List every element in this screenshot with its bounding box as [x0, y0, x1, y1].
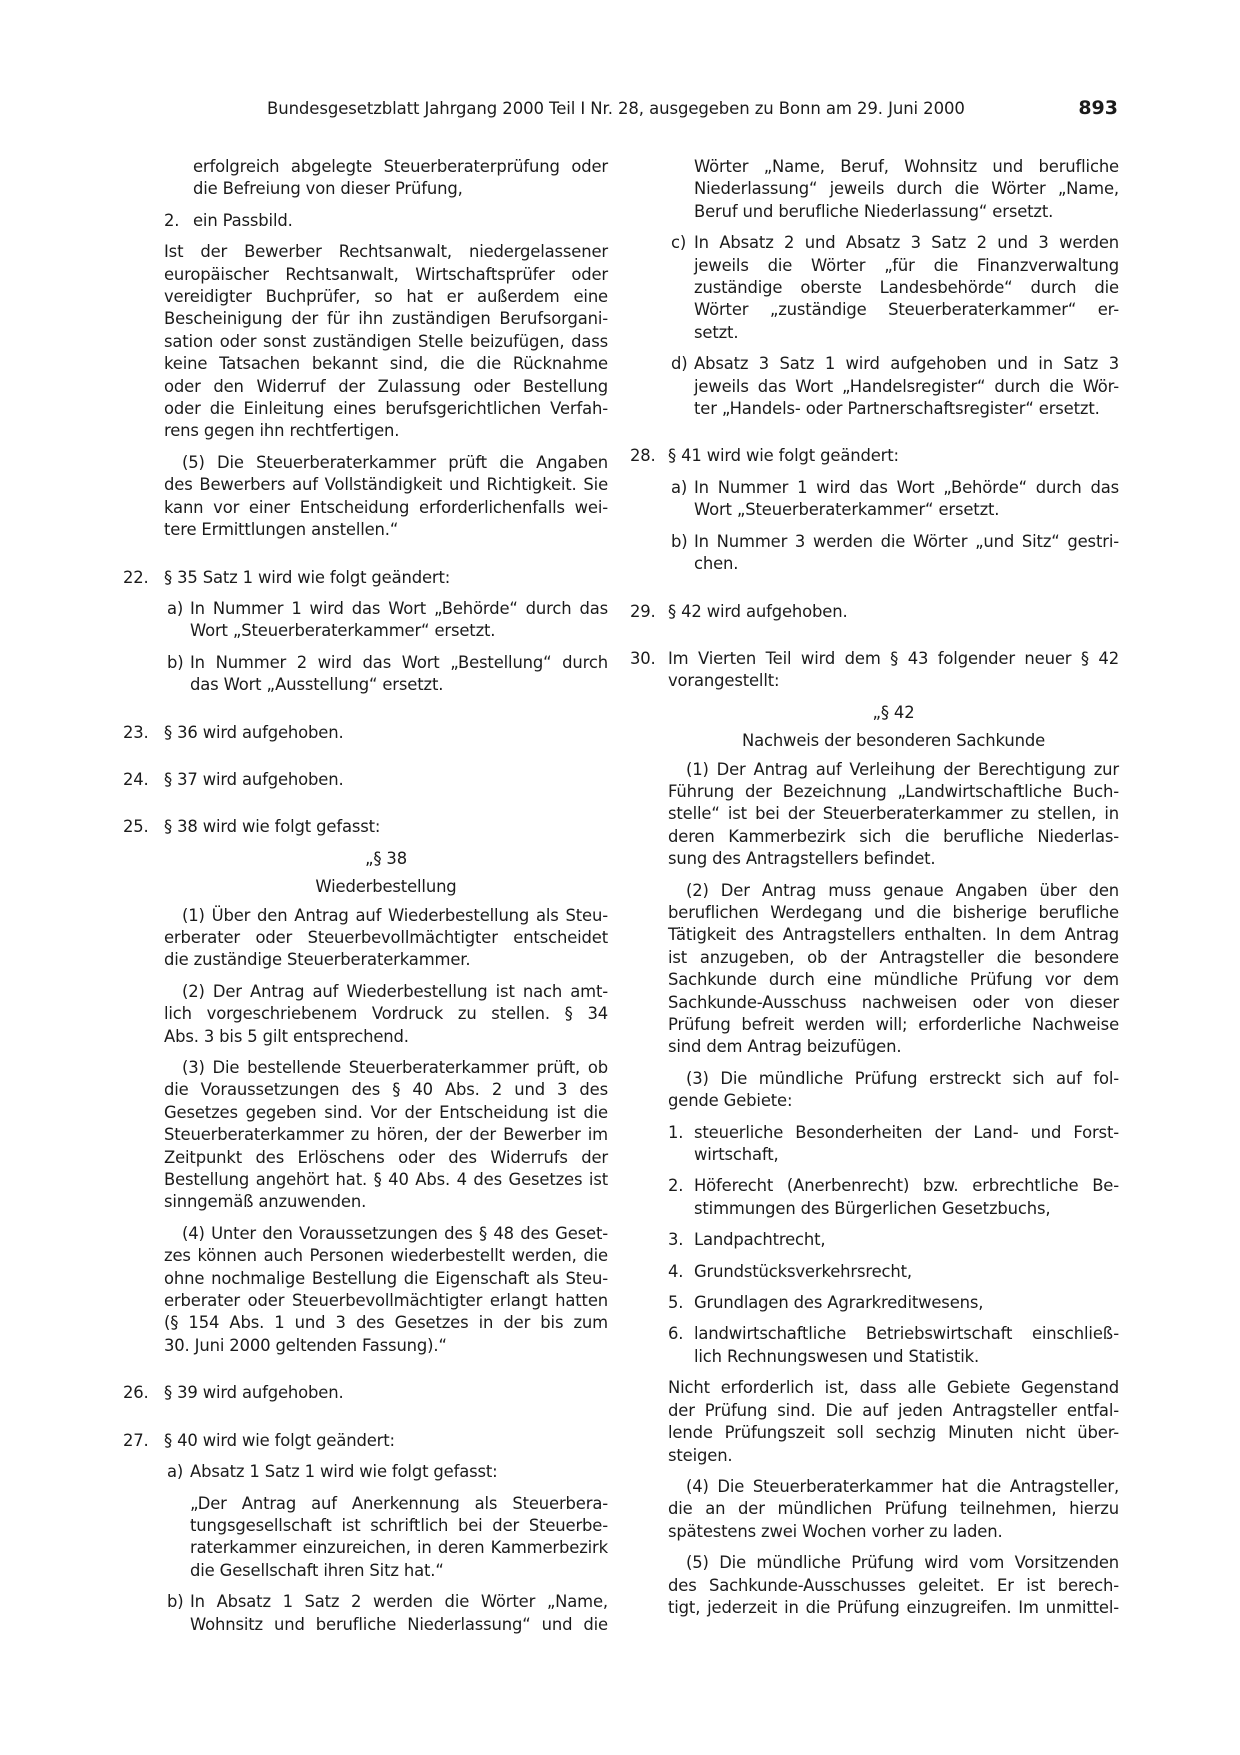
text-line: kann vor einer Entscheidung erforderlichenfalls wei- — [164, 497, 608, 517]
sub-letter: a) — [167, 598, 184, 618]
list-number: 1. — [668, 1122, 684, 1142]
text-line: (2) Der Antrag auf Wiederbestellung ist nach amt- — [182, 981, 608, 1001]
item-text: § 41 wird wie folgt geändert: — [668, 446, 899, 466]
sub-letter: a) — [671, 477, 688, 497]
item-24 — [123, 769, 608, 791]
item-30 — [630, 648, 1119, 693]
list-text — [694, 1175, 1119, 1220]
list-number: 2. — [164, 210, 180, 230]
item-number: 24. — [123, 769, 149, 789]
right-column — [630, 156, 1119, 1619]
list-text: ein Passbild. — [193, 210, 293, 230]
section-heading: Wiederbestellung — [315, 877, 457, 897]
paragraph-1 — [668, 759, 1119, 871]
text-line: Absatz 3 Satz 1 wird aufgehoben und in Satz 3 — [694, 354, 1119, 374]
text-line: beruflichen Werdegang und die bisherige berufliche — [668, 902, 1119, 922]
text-line: jeweils das Wort „Handelsregister“ durch die Wör- — [694, 376, 1119, 396]
list-number: 6. — [668, 1324, 684, 1344]
page-header — [132, 99, 1118, 125]
item-text: § 39 wird aufgehoben. — [164, 1383, 344, 1403]
text-line: vorangestellt: — [668, 671, 780, 691]
text-line: lich Rechnungswesen und Statistik. — [694, 1346, 980, 1366]
text-line: sinngemäß anzuwenden. — [164, 1192, 367, 1212]
text-line: „Der Antrag auf Anerkennung als Steuerbera- — [190, 1493, 608, 1513]
text-line: sung des Antragstellers befindet. — [668, 849, 936, 869]
subject-list — [668, 1122, 1119, 1369]
list-text — [694, 1229, 1119, 1251]
text-line: zes können auch Personen wiederbestellt werden, die — [164, 1246, 608, 1266]
text-line: Wort „Steuerberaterkammer“ ersetzt. — [190, 621, 496, 641]
text-line: der Prüfung sind. Die auf jeden Antragsteller entfal- — [668, 1400, 1119, 1420]
text-line: sind dem Antrag beizufügen. — [668, 1037, 902, 1057]
text-line: gende Gebiete: — [668, 1091, 793, 1111]
item-text: § 37 wird aufgehoben. — [164, 769, 344, 789]
text-line: ter „Handels- oder Partnerschaftsregister“ ersetzt. — [694, 399, 1100, 419]
text-line: stimmungen des Bürgerlichen Gesetzbuchs, — [694, 1198, 1051, 1218]
text-line: ohne nochmalige Bestellung die Eigenschaft als Steu- — [164, 1268, 608, 1288]
text-line: Wörter „zuständige Steuerberaterkammer“ er- — [694, 300, 1119, 320]
text-line: (1) Über den Antrag auf Wiederbestellung als Steu- — [182, 905, 608, 925]
text-line: Wort „Steuerberaterkammer“ ersetzt. — [694, 500, 1000, 520]
text-line: erfolgreich abgelegte Steuerberaterprüfung oder — [193, 157, 608, 176]
paragraph-3 — [164, 1057, 608, 1214]
text-line: lende Prüfungszeit soll sechzig Minuten nicht über- — [668, 1423, 1119, 1443]
text-block — [694, 232, 1119, 344]
text-line: In Absatz 2 und Absatz 3 Satz 2 und 3 werden — [694, 233, 1119, 253]
text-block — [190, 598, 608, 643]
text-line: Wohnsitz und berufliche Niederlassung“ und die — [190, 1614, 608, 1634]
paragraph-2 — [668, 880, 1119, 1059]
paragraph-bewerber — [164, 241, 608, 443]
item-27 — [123, 1430, 608, 1452]
text-line: In Nummer 3 werden die Wörter „und Sitz“ gestri- — [694, 531, 1119, 551]
text-line: landwirtschaftliche Betriebswirtschaft einschließ- — [694, 1324, 1119, 1344]
text-line: Bestellung angehört hat. § 40 Abs. 4 des Gesetzes ist — [164, 1170, 608, 1190]
list-item — [668, 1122, 1119, 1167]
paragraph-5 — [164, 452, 608, 542]
text-line: sation oder sonst zuständigen Stelle beizufügen, dass — [164, 331, 608, 351]
section-marker: „§ 42 — [872, 702, 915, 722]
text-line: Sachkunde durch eine mündliche Prüfung vor dem — [668, 970, 1119, 990]
paragraph-1 — [164, 905, 608, 972]
text-line: oder den Widerruf der Zulassung oder Bestellung — [164, 376, 608, 396]
text-line: ist anzugeben, ob der Antragsteller die besondere — [668, 947, 1119, 967]
text-block — [694, 156, 1119, 223]
item-25 — [123, 816, 608, 838]
text-line: raterkammer einzureichen, in deren Kammerbezirk — [190, 1538, 608, 1558]
item-28-a — [668, 477, 1119, 522]
text-line: steigen. — [668, 1445, 733, 1465]
text-line: In Nummer 1 wird das Wort „Behörde“ durch das — [190, 598, 608, 618]
text-line: Tätigkeit des Antragstellers enthalten. In dem Antrag — [668, 925, 1119, 945]
sub-letter: c) — [671, 233, 687, 253]
text-line: Abs. 3 bis 5 gilt entsprechend. — [164, 1026, 409, 1046]
text-line: wirtschaft, — [694, 1145, 779, 1165]
text-block — [190, 652, 608, 697]
paragraph-5 — [668, 1552, 1119, 1619]
section-heading: Nachweis der besonderen Sachkunde — [741, 731, 1046, 751]
paragraph-2 — [164, 981, 608, 1048]
item-23 — [123, 722, 608, 744]
list-text — [694, 1323, 1119, 1368]
item-22-b — [164, 652, 608, 697]
item-28-b — [668, 531, 1119, 576]
list-number: 5. — [668, 1293, 684, 1313]
text-block — [694, 353, 1119, 420]
paragraph-3 — [668, 1068, 1119, 1113]
list-text — [694, 1122, 1119, 1167]
text-line: Ist der Bewerber Rechtsanwalt, niedergelassener — [164, 242, 608, 262]
item-number: 23. — [123, 722, 149, 742]
continued-sub-item — [668, 156, 1119, 223]
list-number: 4. — [668, 1261, 684, 1281]
text-line: (3) Die bestellende Steuerberaterkammer prüft, ob — [182, 1058, 608, 1077]
text-line: rens gegen ihn rechtfertigen. — [164, 421, 400, 441]
text-line: spätestens zwei Wochen vorher zu laden. — [668, 1521, 1003, 1541]
item-number: 25. — [123, 817, 149, 837]
item-number: 30. — [630, 648, 656, 668]
text-line: Prüfung befreit werden will; erforderliche Nachweise — [668, 1015, 1119, 1034]
item-number: 26. — [123, 1383, 149, 1403]
text-line: Gesetzes gegeben sind. Vor der Entscheidung ist die — [164, 1102, 608, 1122]
paragraph-4 — [668, 1476, 1119, 1543]
sub-text: Absatz 1 Satz 1 wird wie folgt gefasst: — [190, 1462, 498, 1482]
text-block — [694, 477, 1119, 522]
text-line: das Wort „Ausstellung“ ersetzt. — [190, 675, 444, 695]
item-text: § 38 wird wie folgt gefasst: — [164, 817, 381, 837]
text-line: Wörter „Name, Beruf, Wohnsitz und berufliche — [694, 157, 1119, 176]
item-text: § 40 wird wie folgt geändert: — [164, 1430, 395, 1450]
text-line: 30. Juni 2000 geltenden Fassung).“ — [164, 1335, 447, 1355]
text-line: (3) Die mündliche Prüfung erstreckt sich auf fol- — [686, 1068, 1119, 1088]
text-line: deren Kammerbezirk sich die berufliche Niederlas- — [668, 826, 1119, 846]
item-text: § 35 Satz 1 wird wie folgt geändert: — [164, 567, 451, 587]
item-number: 27. — [123, 1430, 149, 1450]
text-line: zuständige oberste Landesbehörde“ durch die — [694, 278, 1119, 298]
text-line: die an der mündlichen Prüfung teilnehmen, hierzu — [668, 1499, 1119, 1519]
text-block — [193, 156, 608, 201]
item-27-d — [668, 353, 1119, 420]
text-block — [694, 531, 1119, 576]
list-item — [668, 1175, 1119, 1220]
text-line: In Absatz 1 Satz 2 werden die Wörter „Name, — [190, 1592, 608, 1612]
item-text — [668, 648, 1119, 693]
text-line: (4) Unter den Voraussetzungen des § 48 des Geset- — [182, 1223, 608, 1243]
page-number: 893 — [1078, 97, 1118, 119]
list-text — [694, 1292, 1119, 1314]
text-line: chen. — [694, 554, 739, 574]
text-line: lich vorgeschriebenem Vordruck zu stellen. § 34 — [164, 1004, 608, 1024]
text-line: Im Vierten Teil wird dem § 43 folgender neuer § 42 — [668, 648, 1119, 668]
item-27-b — [164, 1591, 608, 1636]
list-item — [668, 1229, 1119, 1251]
text-line: setzt. — [694, 322, 739, 342]
text-line: Beruf und berufliche Niederlassung“ ersetzt. — [694, 201, 1054, 221]
item-text: § 36 wird aufgehoben. — [164, 722, 344, 742]
sub-letter: b) — [167, 1592, 184, 1612]
text-line: Steuerberaterkammer zu hören, der der Bewerber im — [164, 1125, 608, 1145]
text-line: des Sachkunde-Ausschusses geleitet. Er ist berech- — [668, 1575, 1119, 1595]
list-item — [668, 1323, 1119, 1368]
text-line: die Gesellschaft ihren Sitz hat.“ — [190, 1560, 444, 1580]
item-number: 22. — [123, 567, 149, 587]
item-text: § 42 wird aufgehoben. — [668, 601, 848, 621]
section-marker: „§ 38 — [364, 848, 407, 868]
text-line: die zuständige Steuerberaterkammer. — [164, 950, 471, 970]
list-number: 2. — [668, 1176, 684, 1196]
text-line: Zeitpunkt des Erlöschens oder des Widerrufs der — [164, 1147, 608, 1167]
item-22-a — [164, 598, 608, 643]
item-number: 29. — [630, 601, 656, 621]
text-line: tungsgesellschaft ist schriftlich bei der Steuerbe- — [190, 1515, 608, 1535]
text-line: (4) Die Steuerberaterkammer hat die Antragsteller, — [686, 1476, 1119, 1496]
text-line: In Nummer 1 wird das Wort „Behörde“ durch das — [694, 477, 1119, 497]
text-line: Niederlassung“ jeweils durch die Wörter „Name, — [694, 179, 1119, 199]
item-29 — [630, 601, 1119, 623]
sub-letter: b) — [167, 652, 184, 672]
text-line: Sachkunde-Ausschuss nachweisen oder von dieser — [668, 992, 1119, 1012]
item-number: 28. — [630, 446, 656, 466]
text-line: Führung der Bezeichnung „Landwirtschaftliche Buch- — [668, 781, 1119, 801]
list-item — [668, 1261, 1119, 1283]
paragraph-nicht-erforderlich — [668, 1377, 1119, 1467]
text-line: stelle“ ist bei der Steuerberaterkammer zu stellen, in — [668, 804, 1119, 824]
text-line: Landpachtrecht, — [694, 1230, 826, 1250]
sub-letter: b) — [671, 531, 688, 551]
text-line: tigt, jederzeit in die Prüfung einzugreifen. Im unmittel- — [668, 1597, 1119, 1617]
text-line: des Bewerbers auf Vollständigkeit und Richtigkeit. Sie — [164, 475, 608, 495]
text-line: die Voraussetzungen des § 40 Abs. 2 und 3 des — [164, 1080, 608, 1100]
text-line: (2) Der Antrag muss genaue Angaben über den — [686, 880, 1119, 900]
text-line: europäischer Rechtsanwalt, Wirtschaftsprüfer oder — [164, 264, 608, 284]
text-line: Bescheinigung der für ihn zuständigen Berufsorgani- — [164, 309, 608, 329]
text-line: (1) Der Antrag auf Verleihung der Berechtigung zur — [686, 759, 1119, 779]
text-line: vereidigter Buchprüfer, so hat er außerdem eine — [164, 287, 608, 307]
left-column — [123, 156, 608, 1636]
text-line: keine Tatsachen bekannt sind, die die Rücknahme — [164, 354, 608, 374]
text-line: erberater oder Steuerbevollmächtigter entscheidet — [164, 927, 608, 947]
text-line: Nicht erforderlich ist, dass alle Gebiete Gegenstand — [668, 1378, 1119, 1398]
text-line: jeweils die Wörter „für die Finanzverwaltung — [694, 255, 1119, 275]
paragraph-4 — [164, 1223, 608, 1357]
text-block — [190, 1591, 608, 1636]
list-text — [694, 1261, 1119, 1283]
text-line: In Nummer 2 wird das Wort „Bestellung“ durch — [190, 652, 608, 672]
sub-letter: d) — [671, 354, 688, 374]
list-number: 3. — [668, 1230, 684, 1250]
text-line: (5) Die Steuerberaterkammer prüft die Angaben — [182, 452, 608, 472]
item-26 — [123, 1382, 608, 1404]
text-line: erberater oder Steuerbevollmächtigter erlangt hatten — [164, 1291, 608, 1311]
item-28 — [630, 445, 1119, 467]
continued-list-item — [164, 156, 608, 201]
text-line: Grundlagen des Agrarkreditwesens, — [694, 1293, 984, 1313]
text-line: die Befreiung von dieser Prüfung, — [193, 179, 463, 199]
text-line: (5) Die mündliche Prüfung wird vom Vorsitzenden — [686, 1553, 1119, 1573]
list-item — [668, 1292, 1119, 1314]
header-title: Bundesgesetzblatt Jahrgang 2000 Teil I Nr. 28, ausgegeben zu Bonn am 29. Juni 2000 — [267, 99, 965, 118]
text-line: Höferecht (Anerbenrecht) bzw. erbrechtliche Be- — [694, 1176, 1119, 1196]
text-line: tere Ermittlungen anstellen.“ — [164, 520, 399, 540]
sub-letter: a) — [167, 1462, 184, 1482]
text-line: Grundstücksverkehrsrecht, — [694, 1261, 912, 1281]
text-line: (§ 154 Abs. 1 und 3 des Gesetzes in der bis zum — [164, 1313, 608, 1333]
item-22 — [123, 567, 608, 589]
text-line: steuerliche Besonderheiten der Land- und Forst- — [694, 1122, 1119, 1142]
list-item-2 — [164, 210, 608, 232]
text-line: oder die Einleitung eines berufsgerichtlichen Verfah- — [164, 399, 608, 419]
quote-block — [190, 1493, 608, 1583]
item-27-c — [668, 232, 1119, 344]
item-27-a — [164, 1461, 608, 1582]
